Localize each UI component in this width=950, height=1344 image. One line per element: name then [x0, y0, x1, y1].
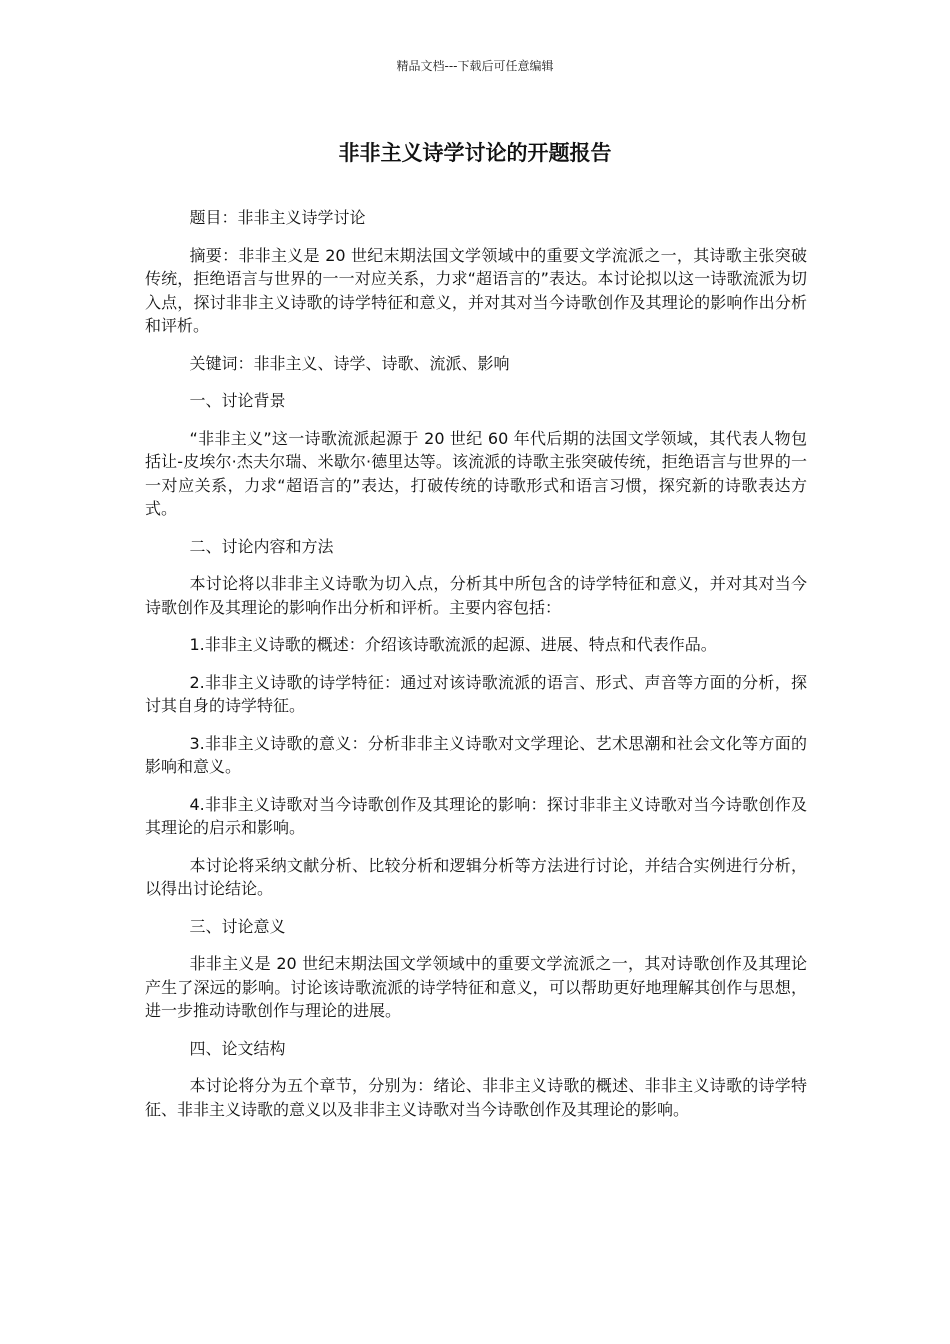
header-note: 精品文档---下载后可任意编辑: [396, 59, 554, 73]
section-heading-content-method: 二、讨论内容和方法: [189, 536, 334, 556]
content-intro-paragraph: 本讨论将以非非主义诗歌为切入点，分析其中所包含的诗学特征和意义，并对其对当今诗歌创作及其理论的影响作出分析和评析。主要内容包括：: [145, 574, 807, 617]
section-heading-significance: 三、讨论意义: [189, 916, 286, 936]
method-paragraph: 本讨论将采纳文献分析、比较分析和逻辑分析等方法进行讨论，并结合实例进行分析，以得出讨论结论。: [145, 855, 807, 898]
keywords-line: 关键词：非非主义、诗学、诗歌、流派、影响: [189, 353, 510, 373]
section-heading-structure: 四、论文结构: [189, 1038, 286, 1058]
content-item-1: 1.非非主义诗歌的概述：介绍该诗歌流派的起源、进展、特点和代表作品。: [189, 635, 717, 654]
background-paragraph: “非非主义”这一诗歌流派起源于 20 世纪 60 年代后期的法国文学领域，其代表人物包括让-皮埃尔·杰夫尔瑞、米歇尔·德里达等。该流派的诗歌主张突破传统，拒绝语言与世界的一一对应关系，力求“超语言的”表达，打破传统的诗歌形式和语言习惯，探究新的诗歌表达方式。: [145, 428, 807, 518]
topic-line: 题目：非非主义诗学讨论: [189, 208, 366, 227]
structure-paragraph: 本讨论将分为五个章节，分别为：绪论、非非主义诗歌的概述、非非主义诗歌的诗学特征、非非主义诗歌的意义以及非非主义诗歌对当今诗歌创作及其理论的影响。: [145, 1076, 807, 1119]
document-body: [145, 206, 807, 1135]
significance-paragraph: 非非主义是 20 世纪末期法国文学领域中的重要文学流派之一，其对诗歌创作及其理论产生了深远的影响。讨论该诗歌流派的诗学特征和意义，可以帮助更好地理解其创作与思想，进一步推动诗歌创作与理论的进展。: [145, 954, 807, 1020]
content-item-2: 2.非非主义诗歌的诗学特征：通过对该诗歌流派的语言、形式、声音等方面的分析，探讨其自身的诗学特征。: [145, 672, 807, 715]
document-title: 非非主义诗学讨论的开题报告: [338, 141, 612, 165]
section-heading-background: 一、讨论背景: [189, 391, 286, 410]
abstract-paragraph: 摘要：非非主义是 20 世纪末期法国文学领域中的重要文学流派之一，其诗歌主张突破传统，拒绝语言与世界的一一对应关系，力求“超语言的”表达。本讨论拟以这一诗歌流派为切入点，探讨非非主义诗歌的诗学特征和意义，并对其对当今诗歌创作及其理论的影响作出分析和评析。: [145, 245, 807, 335]
content-item-3: 3.非非主义诗歌的意义：分析非非主义诗歌对文学理论、艺术思潮和社会文化等方面的影响和意义。: [145, 733, 807, 776]
content-item-4: 4.非非主义诗歌对当今诗歌创作及其理论的影响：探讨非非主义诗歌对当今诗歌创作及其理论的启示和影响。: [145, 794, 807, 837]
